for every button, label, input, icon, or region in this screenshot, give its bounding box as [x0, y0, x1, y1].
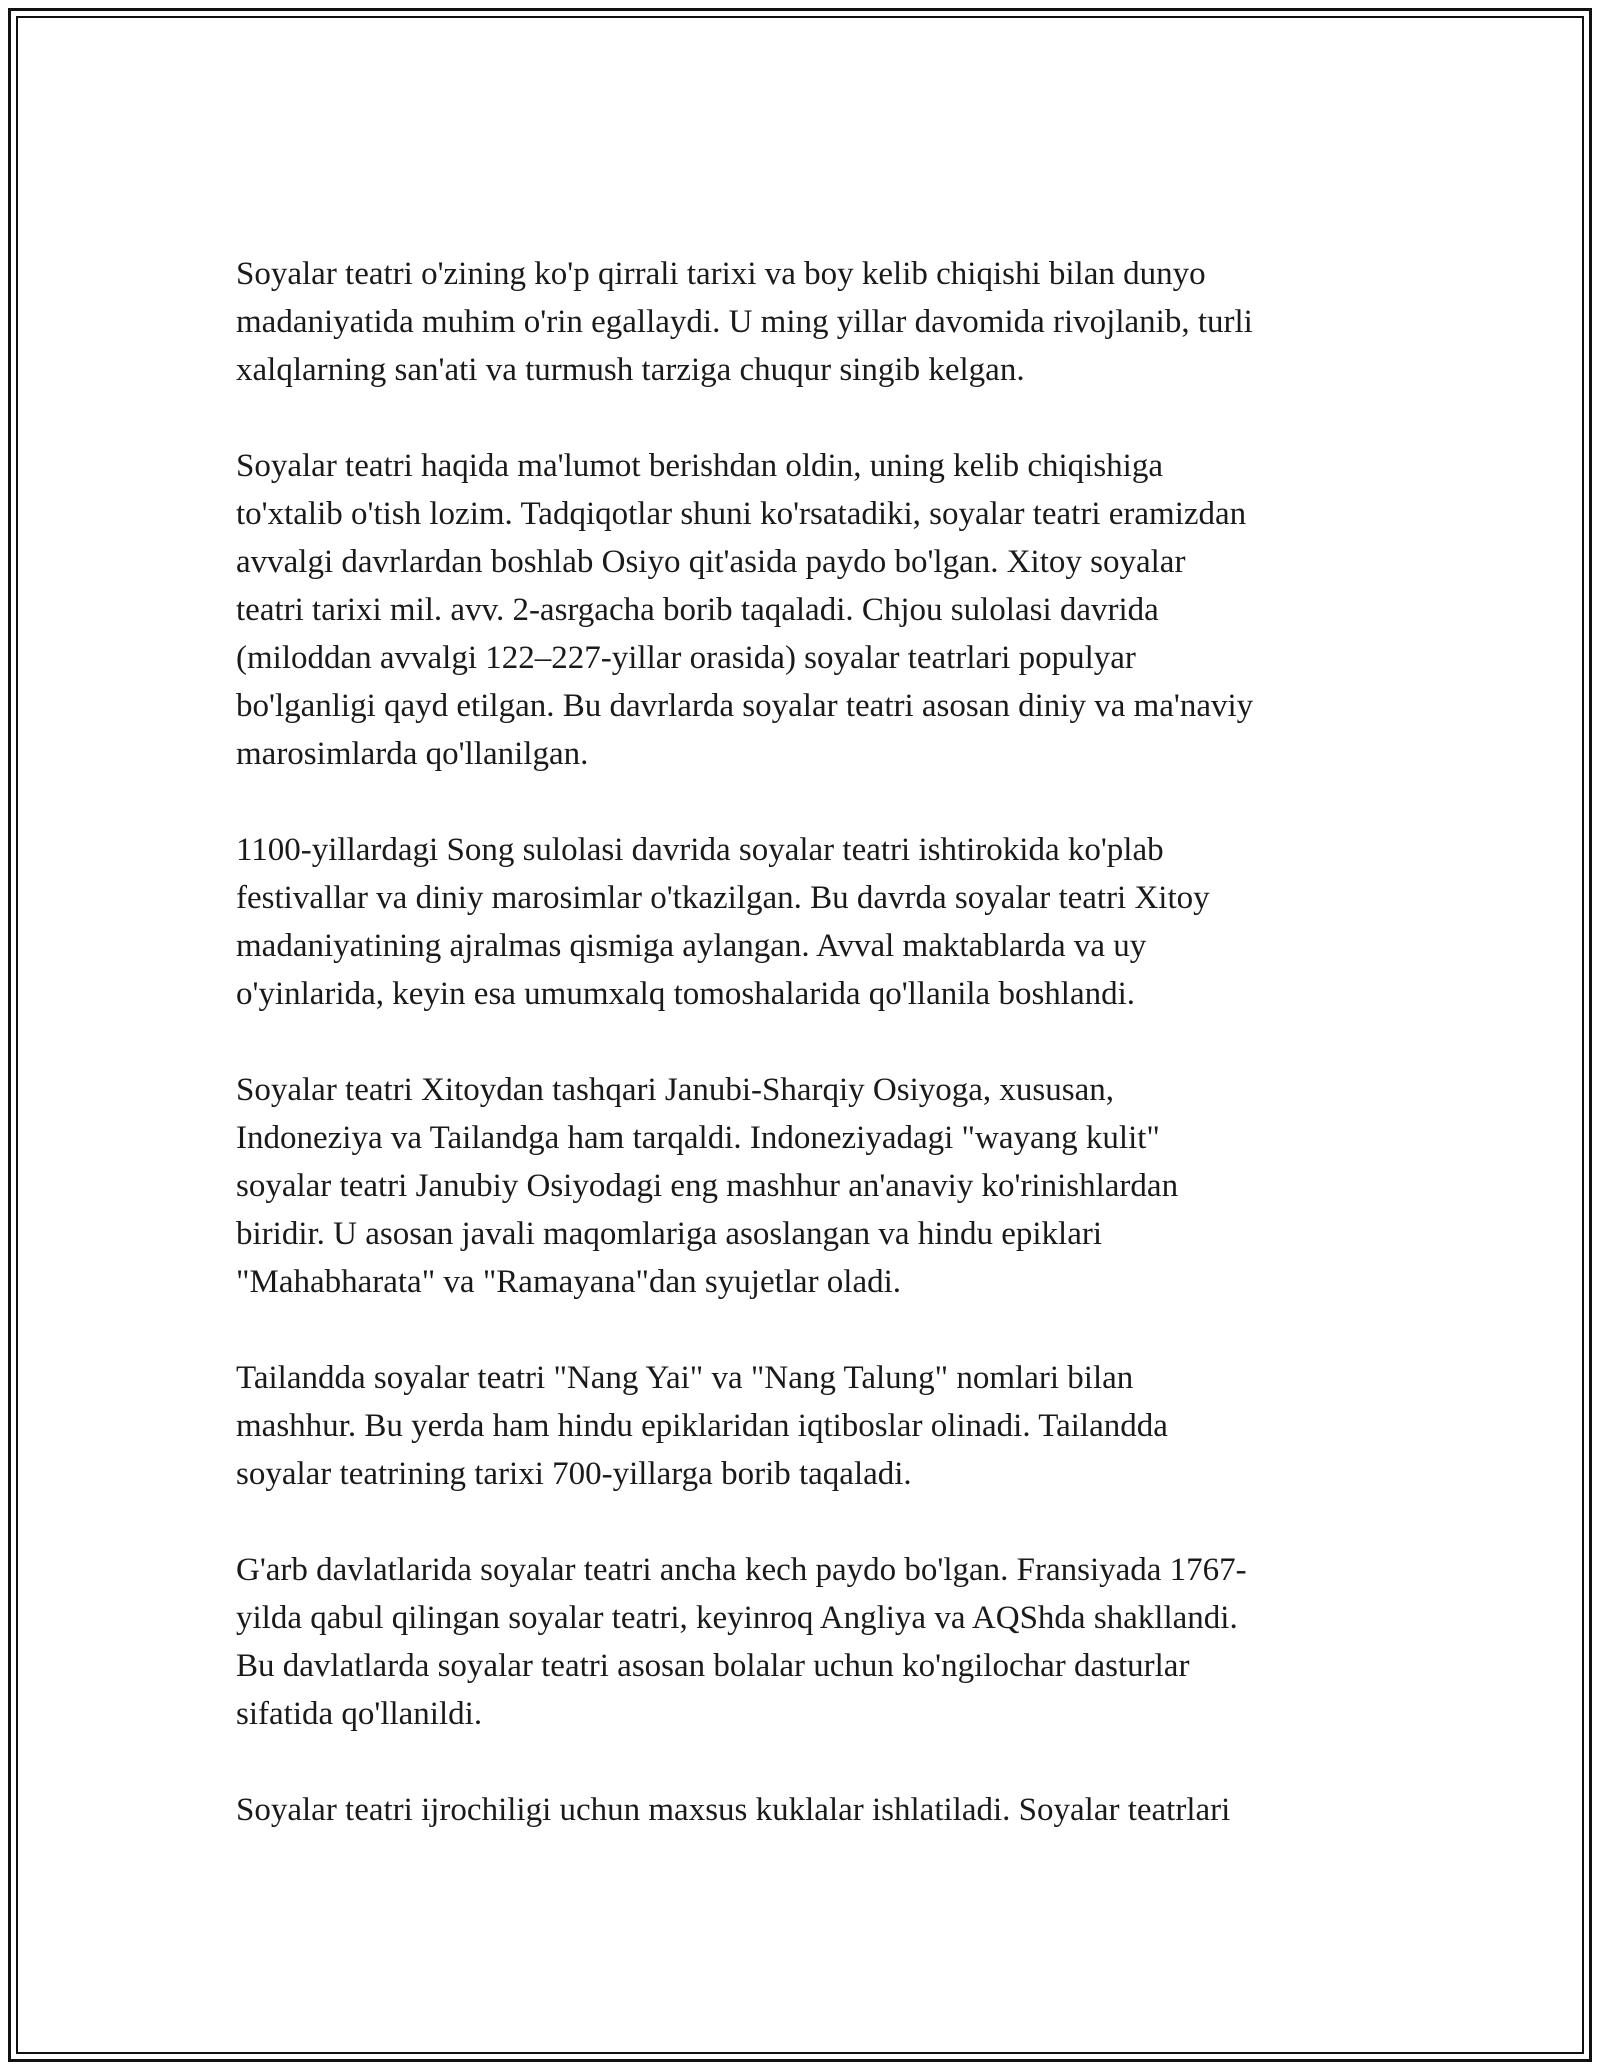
paragraph-6: G'arb davlatlarida soyalar teatri ancha kech paydo bo'lgan. Fransiyada 1767- yilda qabul qilingan soyalar teatri, keyinroq Angliya va AQShda shakllandi. Bu davlatlarda soyalar teatri asosan bolalar uchun ko'ngilochar dasturlar sifatida qo'llanildi.	[236, 1552, 1247, 1732]
paragraph-1: Soyalar teatri o'zining ko'p qirrali tarixi va boy kelib chiqishi bilan dunyo madaniyatida muhim o'rin egallaydi. U ming yillar davomida rivojlanib, turli xalqlarning san'ati va turmush tarziga chuqur singib kelgan.	[236, 256, 1253, 388]
paragraph-5: Tailandda soyalar teatri "Nang Yai" va "Nang Talung" nomlari bilan mashhur. Bu yerda ham hindu epiklaridan iqtiboslar olinadi. Tailandda soyalar teatrining tarixi 700-yillarga borib taqaladi.	[236, 1360, 1168, 1492]
paragraph-3: 1100-yillardagi Song sulolasi davrida soyalar teatri ishtirokida ko'plab festivallar va diniy marosimlar o'tkazilgan. Bu davrda soyalar teatri Xitoy madaniyatining ajralmas qismiga aylangan. Avval maktablarda va uy o'yinlarida, keyin esa umumxalq tomoshalarida qo'llanila boshlandi.	[236, 832, 1210, 1012]
paragraph-7: Soyalar teatri ijrochiligi uchun maxsus kuklalar ishlatiladi. Soyalar teatrlari	[236, 1792, 1231, 1828]
paragraph-4: Soyalar teatri Xitoydan tashqari Janubi-Sharqiy Osiyoga, xususan, Indoneziya va Tailandga ham tarqaldi. Indoneziyadagi "wayang kulit" soyalar teatri Janubiy Osiyodagi eng mashhur an'anaviy ko'rinishlardan biridir. U asosan javali maqomlariga asoslangan va hindu epiklari "Mahabharata" va "Ramayana"dan syujetlar oladi.	[236, 1072, 1179, 1300]
document-body	[236, 250, 1366, 1882]
paragraph-2: Soyalar teatri haqida ma'lumot berishdan oldin, uning kelib chiqishiga to'xtalib o'tish lozim. Tadqiqotlar shuni ko'rsatadiki, soyalar teatri eramizdan avvalgi davrlardan boshlab Osiyo qit'asida paydo bo'lgan. Xitoy soyalar teatri tarixi mil. avv. 2-asrgacha borib taqaladi. Chjou sulolasi davrida (miloddan avvalgi 122–227-yillar orasida) soyalar teatrlari populyar bo'lganligi qayd etilgan. Bu davrlarda soyalar teatri asosan diniy va ma'naviy marosimlarda qo'llanilgan.	[236, 448, 1254, 772]
